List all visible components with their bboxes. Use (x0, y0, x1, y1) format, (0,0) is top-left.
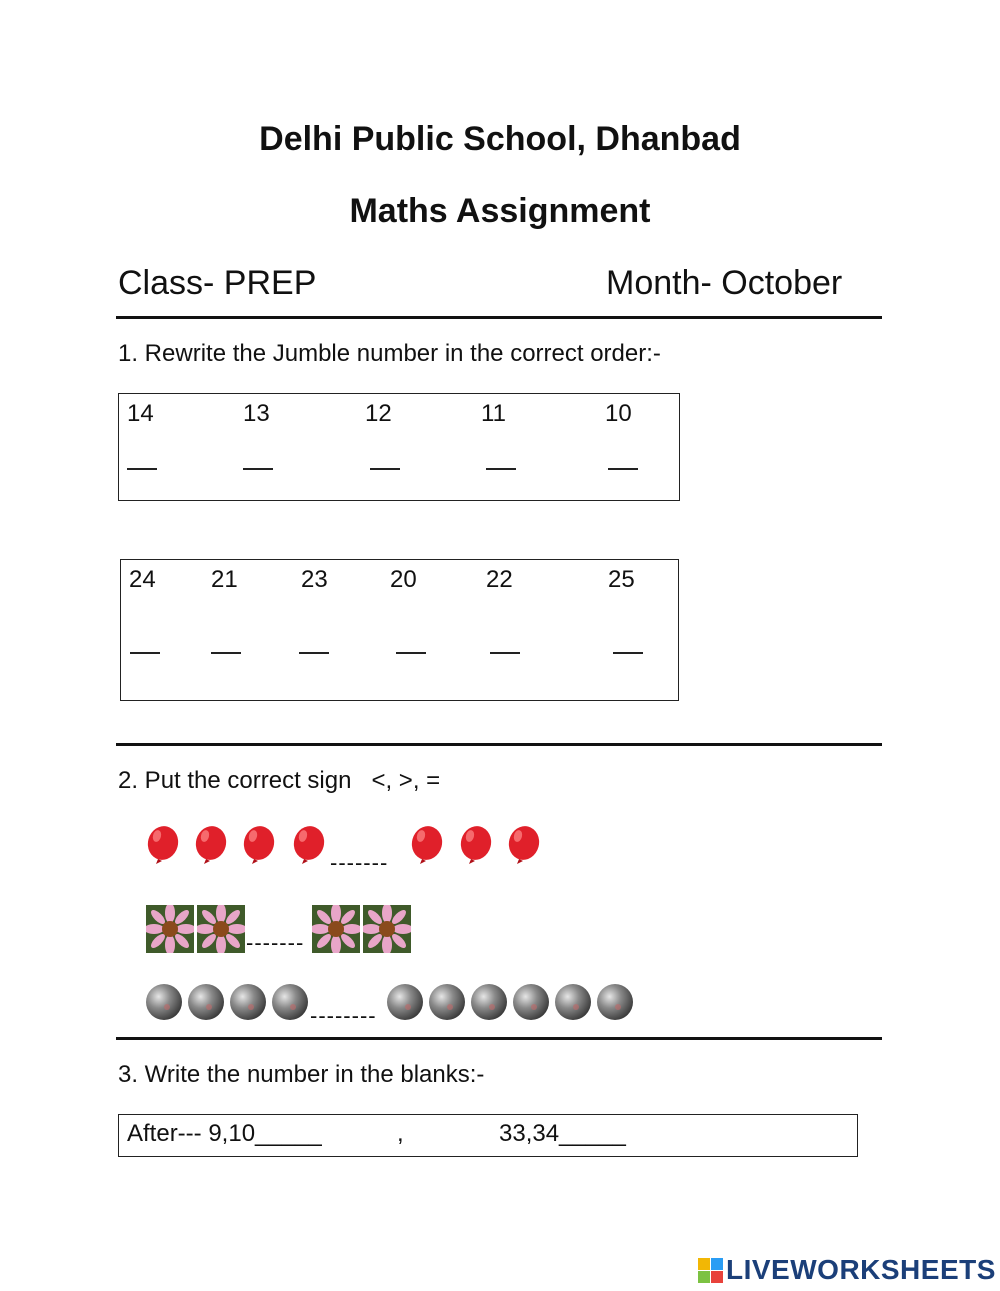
answer-blank[interactable] (130, 652, 160, 654)
blanks-box (118, 1114, 858, 1157)
answer-blank[interactable] (613, 652, 643, 654)
flower-icon (312, 905, 360, 953)
jumble-number: 21 (211, 566, 238, 593)
jumble-number: 25 (608, 566, 635, 593)
balloon-icon (457, 825, 495, 865)
question-1-prompt: 1. Rewrite the Jumble number in the correct order:- (118, 340, 661, 367)
balloon-icon (408, 825, 446, 865)
ball-icon (229, 983, 267, 1021)
balloon-icon (192, 825, 230, 865)
answer-blank[interactable] (127, 468, 157, 470)
sign-blank-3[interactable]: -------- (310, 1003, 377, 1028)
flower-icon (363, 905, 411, 953)
ball-icon (596, 983, 634, 1021)
jumble-number: 24 (129, 566, 156, 593)
ball-icon (187, 983, 225, 1021)
jumble-number: 20 (390, 566, 417, 593)
flower-icon (197, 905, 245, 953)
sign-blank-2[interactable]: ------- (246, 930, 305, 955)
divider (116, 316, 882, 319)
balloon-icon (290, 825, 328, 865)
liveworksheets-logo-icon (698, 1258, 724, 1284)
ball-icon (386, 983, 424, 1021)
answer-blank[interactable] (490, 652, 520, 654)
question-2-prompt: 2. Put the correct sign <, >, = (118, 767, 441, 794)
ball-icon (428, 983, 466, 1021)
answer-blank[interactable] (299, 652, 329, 654)
ball-icon (470, 983, 508, 1021)
separator-comma: , (397, 1120, 404, 1147)
brand-name[interactable]: LIVEWORKSHEETS (726, 1254, 996, 1285)
balloon-icon (505, 825, 543, 865)
school-title: Delhi Public School, Dhanbad (259, 120, 741, 158)
ball-icon (145, 983, 183, 1021)
question-3-prompt: 3. Write the number in the blanks:- (118, 1061, 485, 1088)
answer-blank[interactable] (211, 652, 241, 654)
after-prompt[interactable]: After--- 9,10_____ (127, 1120, 322, 1147)
answer-blank[interactable] (396, 652, 426, 654)
jumble-number: 10 (605, 400, 632, 427)
answer-blank[interactable] (608, 468, 638, 470)
jumble-number: 13 (243, 400, 270, 427)
class-label: Class- PREP (118, 264, 317, 302)
jumble-number: 23 (301, 566, 328, 593)
jumble-number: 12 (365, 400, 392, 427)
assignment-title: Maths Assignment (349, 192, 651, 230)
balloon-icon (144, 825, 182, 865)
answer-blank[interactable] (370, 468, 400, 470)
answer-blank[interactable] (243, 468, 273, 470)
divider (116, 743, 882, 746)
jumble-number: 22 (486, 566, 513, 593)
sign-blank-1[interactable]: ------- (330, 850, 389, 875)
month-label: Month- October (606, 264, 843, 302)
jumble-number: 11 (481, 400, 506, 427)
jumble-box-1 (118, 393, 680, 501)
jumble-box-2 (120, 559, 679, 701)
balloon-icon (240, 825, 278, 865)
second-prompt[interactable]: 33,34_____ (499, 1120, 626, 1147)
ball-icon (512, 983, 550, 1021)
flower-icon (146, 905, 194, 953)
ball-icon (271, 983, 309, 1021)
jumble-number: 14 (127, 400, 154, 427)
ball-icon (554, 983, 592, 1021)
answer-blank[interactable] (486, 468, 516, 470)
divider (116, 1037, 882, 1040)
